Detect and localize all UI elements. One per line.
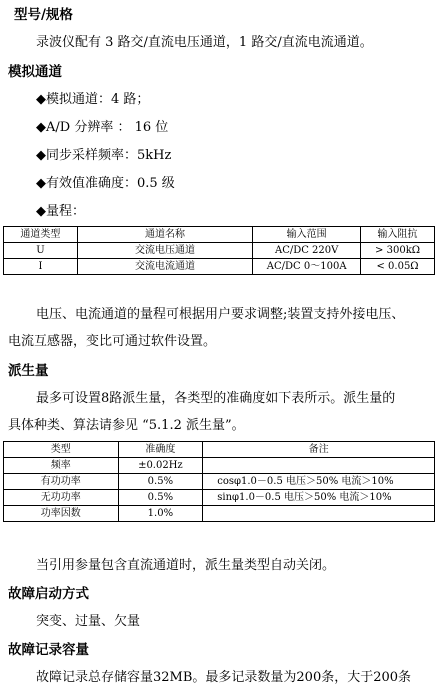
table-cell: 交流电压通道 <box>77 243 252 259</box>
table-cell: 0.5% <box>118 474 203 490</box>
table-cell: 交流电流通道 <box>77 259 252 275</box>
table-cell: sinφ1.0－0.5 电压＞50% 电流＞10% <box>203 490 435 506</box>
range-note-line-1: 电压、电流通道的量程可根据用户要求调整;装置支持外接电压、 <box>36 307 405 322</box>
table-cell: ±0.02Hz <box>118 458 203 474</box>
derived-note: 当引用参量包含直流通道时，派生量类型自动关闭。 <box>36 558 336 573</box>
derived-text-line-2: 具体种类、算法请参见 “5.1.2 派生量”。 <box>8 418 245 433</box>
table-cell: < 0.05Ω <box>361 259 435 275</box>
analog-bullet-range: ◆量程： <box>36 204 85 219</box>
column-header: 准确度 <box>118 442 203 458</box>
derived-heading: 派生量 <box>8 363 49 379</box>
column-header: 输入范围 <box>253 227 361 243</box>
table-row <box>4 259 435 275</box>
table-row <box>4 243 435 259</box>
analog-bullet-sample-rate: ◆同步采样频率：5kHz <box>36 148 172 163</box>
column-header: 类型 <box>4 442 119 458</box>
table-cell: 0.5% <box>118 490 203 506</box>
record-capacity-heading: 故障记录容量 <box>8 642 89 658</box>
table-cell: 频率 <box>4 458 119 474</box>
table-row <box>4 490 435 506</box>
range-note-line-2: 电流互感器，变比可通过软件设置。 <box>8 334 217 349</box>
table-cell: AC/DC 220V <box>253 243 361 259</box>
table-cell: 1.0% <box>118 506 203 522</box>
record-capacity-text: 故障记录总存储容量32MB。最多记录数量为200条，大于200条 <box>36 670 412 685</box>
derived-text-line-1: 最多可设置8路派生量，各类型的准确度如下表所示。派生量的 <box>36 391 396 406</box>
table-row <box>4 458 435 474</box>
table-header-row <box>4 442 435 458</box>
table-cell <box>203 458 435 474</box>
table-cell: 功率因数 <box>4 506 119 522</box>
table-row <box>4 506 435 522</box>
channel-range-table <box>3 226 435 275</box>
table-cell: U <box>4 243 78 259</box>
model-spec-heading: 型号/规格 <box>14 7 73 23</box>
fault-trigger-heading: 故障启动方式 <box>8 586 89 602</box>
table-cell: > 300kΩ <box>361 243 435 259</box>
analog-bullet-channels: ◆模拟通道：4 路； <box>36 92 150 107</box>
analog-channel-heading: 模拟通道 <box>8 64 62 80</box>
column-header: 输入阻抗 <box>361 227 435 243</box>
table-cell: 有功功率 <box>4 474 119 490</box>
column-header: 通道类型 <box>4 227 78 243</box>
table-cell: 无功功率 <box>4 490 119 506</box>
derived-quantity-table <box>3 441 435 522</box>
table-row <box>4 474 435 490</box>
column-header: 通道名称 <box>77 227 252 243</box>
table-cell: I <box>4 259 78 275</box>
table-cell: AC/DC 0～100A <box>253 259 361 275</box>
model-spec-text: 录波仪配有 3 路交/直流电压通道，1 路交/直流电流通道。 <box>36 35 373 50</box>
table-cell <box>203 506 435 522</box>
fault-trigger-text: 突变、过量、欠量 <box>36 614 141 629</box>
analog-bullet-accuracy: ◆有效值准确度：0.5 级 <box>36 176 175 191</box>
analog-bullet-resolution: ◆A/D 分辨率 ： 16 位 <box>36 120 169 135</box>
table-cell: cosφ1.0－0.5 电压＞50% 电流＞10% <box>203 474 435 490</box>
column-header: 备注 <box>203 442 435 458</box>
table-header-row <box>4 227 435 243</box>
